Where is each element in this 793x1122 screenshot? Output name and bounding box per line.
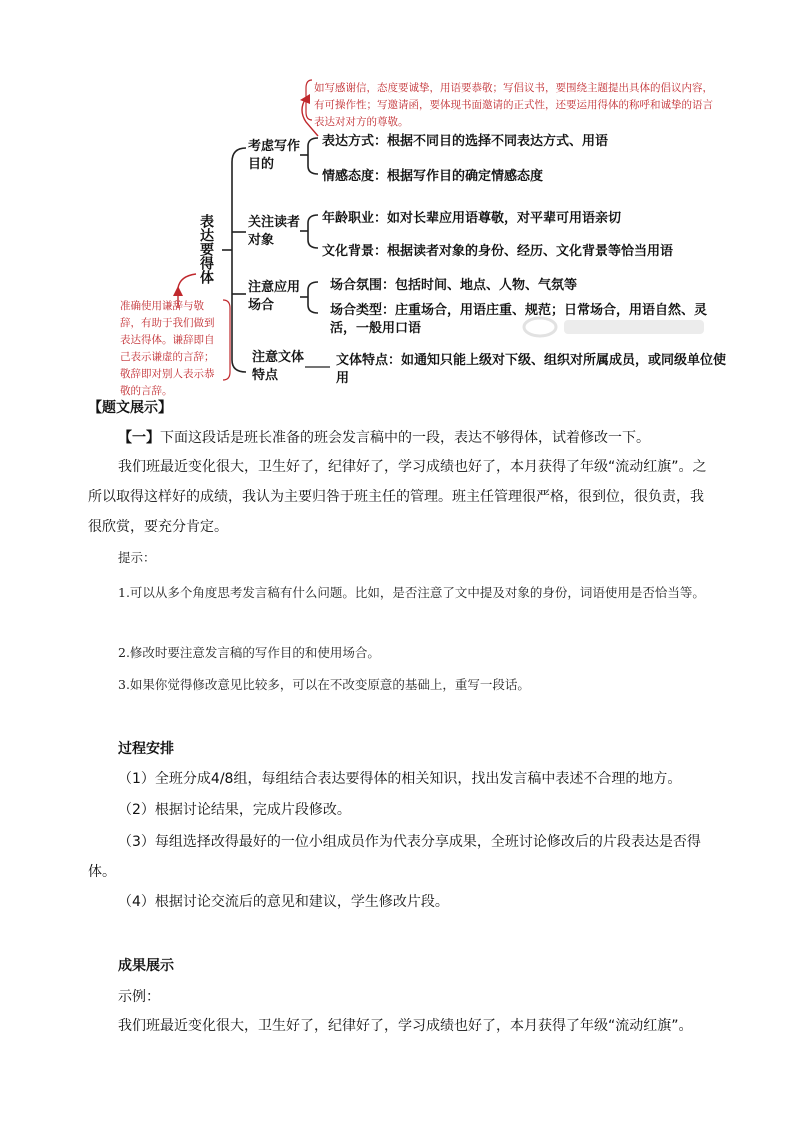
mind-map-left-note: 准确使用谦辞与敬辞，有助于我们做到表达得体。谦辞即自己表示谦虚的言辞；敬辞即对别人表示恭敬的言辞。 [120, 300, 215, 397]
process-item: （3）每组选择改得最好的一位小组成员作为代表分享成果，全班讨论修改后的片段表达是否得体。 [88, 834, 701, 880]
branch-label-occasion: 注意应用场合 [248, 280, 301, 313]
watermark-logo [520, 314, 710, 340]
mind-map-top-note: 如写感谢信，态度要诚挚，用语要恭敬；写倡议书，要围绕主题提出具体的倡议内容，有可操作性；写邀请函，要体现书面邀请的正式性，还要运用得体的称呼和诚挚的语言表达对对方的尊敬。 [314, 82, 713, 128]
process-item: （2）根据讨论结果，完成片段修改。 [118, 802, 351, 818]
branch-label-purpose: 考虑写作目的 [248, 139, 301, 172]
hints-title: 提示： [118, 550, 156, 565]
hint-item: 3.如果你觉得修改意见比较多，可以在不改变原意的基础上，重写一段话。 [118, 677, 530, 692]
hint-item: 2.修改时要注意发言稿的写作目的和使用场合。 [118, 645, 380, 660]
process-item: （4）根据讨论交流后的意见和建议，学生修改片段。 [118, 894, 449, 910]
task-label: 【一】 [118, 430, 160, 446]
process-title: 过程安排 [118, 741, 174, 757]
hint-item: 1.可以从多个角度思考发言稿有什么问题。比如，是否注意了文中提及对象的身份，词语使用是否恰当等。 [118, 585, 705, 600]
branch-item: 文体特点：如通知只能上级对下级、组织对所属成员，或同级单位使用 [336, 353, 727, 386]
process-item: （1）全班分成4/8组，每组结合表达要得体的相关知识，找出发言稿中表述不合理的地方。 [118, 771, 682, 787]
result-title: 成果展示 [118, 958, 174, 974]
branch-item: 文化背景：根据读者对象的身份、经历、文化背景等恰当用语 [322, 244, 674, 259]
branch-item: 表达方式：根据不同目的选择不同表达方式、用语 [322, 134, 609, 149]
passage-text: 我们班最近变化很大，卫生好了，纪律好了，学习成绩也好了，本月获得了年级“流动红旗”。之所以取得这样好的成绩，我认为主要归咎于班主任的管理。班主任管理很严格，很到位，很负责，我很欣赏，要充分肯定。 [88, 459, 707, 535]
branch-label-genre: 注意文体特点 [252, 350, 305, 383]
task-text: 下面这段话是班长准备的班会发言稿中的一段，表达不够得体，试着修改一下。 [160, 430, 650, 446]
mind-map-root: 表达要得体 [198, 214, 214, 284]
result-example-label: 示例： [118, 989, 160, 1005]
branch-item: 场合类型：庄重场合，用语庄重、规范；日常场合，用语自然、灵活，一般用口语 [330, 303, 708, 336]
result-example-text: 我们班最近变化很大，卫生好了，纪律好了，学习成绩也好了，本月获得了年级“流动红旗”。 [118, 1018, 693, 1034]
task-line [118, 424, 718, 452]
branch-item: 年龄职业：如对长辈应用语尊敬，对平辈可用语亲切 [322, 211, 622, 226]
branch-item: 情感态度：根据写作目的确定情感态度 [322, 169, 544, 184]
branch-label-reader: 关注读者对象 [248, 215, 301, 248]
section-title: 【题文展示】 [88, 400, 172, 416]
branch-item: 场合氛围：包括时间、地点、人物、气氛等 [330, 278, 578, 293]
